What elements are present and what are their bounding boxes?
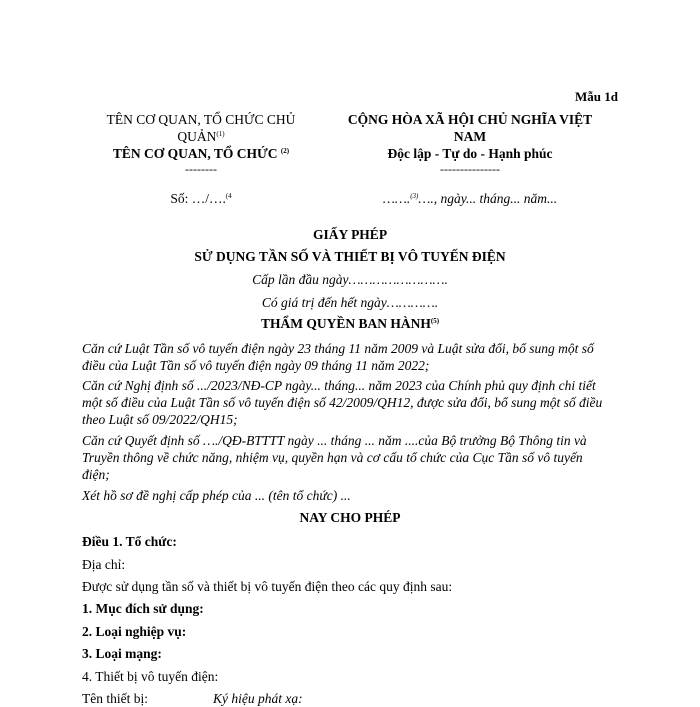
country-name-line2: NAM [453,129,487,144]
item-purpose: 1. Mục đích sử dụng: [82,601,204,616]
issued-first-date: Cấp lần đầu ngày……………………. [252,272,448,287]
article-1: Điều 1. Tổ chức: [82,534,177,549]
request-line: Xét hồ sơ đề nghị cấp phép của ... (tên tổ chức) ... [82,488,351,503]
document-number: Số: …/….$^{(4}$ [170,191,232,206]
legal-basis-decree: Căn cứ Nghị định số .../2023/NĐ-CP ngày... tháng... năm 2023 của Chính phủ quy định chi tiết một số điều của Luật Tần số vô tuyến điện số 42/2009/QH12, được sửa đổi, bổ sung một số điều theo Luật số 09/2022/QH15; [82,378,603,427]
device-row [82,690,622,707]
permit-heading: NAY CHO PHÉP [299,510,401,525]
place-date: …….$^{(3)}$…., ngày... tháng... năm... [382,191,558,206]
national-motto: Độc lập - Tự do - Hạnh phúc [387,146,553,161]
left-divider: -------- [185,162,217,176]
valid-until-date: Có giá trị đến hết ngày…………. [261,295,439,310]
permit-subtitle: SỬ DỤNG TẦN SỐ VÀ THIẾT BỊ VÔ TUYẾN ĐIỆN [194,249,506,264]
permit-title: GIẤY PHÉP [312,227,388,242]
issuing-authority: THẨM QUYỀN BAN HÀNH$^{(5)}$ [260,316,440,331]
header-right [340,111,600,207]
usage-line: Được sử dụng tần số và thiết bị vô tuyến điện theo các quy định sau: [82,579,453,594]
item-network-type: 3. Loại mạng: [82,646,162,661]
emission-symbol-label: Ký hiệu phát xạ: [212,691,303,706]
form-code: Mẫu 1d [575,89,618,104]
country-name-line1: CỘNG HÒA XÃ HỘI CHỦ NGHĨA VIỆT [347,112,593,127]
parent-agency-line2: QUẢN$^{(1)}$ [177,129,225,144]
right-divider: --------------- [440,162,500,176]
device-name-label: Tên thiết bị: [82,691,148,706]
address-label: Địa chỉ: [82,557,126,572]
item-radio-equipment: 4. Thiết bị vô tuyến điện: [82,669,219,684]
legal-basis-law: Căn cứ Luật Tần số vô tuyến điện ngày 23 tháng 11 năm 2009 và Luật sửa đổi, bổ sung một số điều của Luật Tần số vô tuyến điện ngày 09 tháng 11 năm 2022; [82,341,594,373]
item-service-type: 2. Loại nghiệp vụ: [82,624,187,639]
header-left [86,111,316,207]
legal-basis-decision: Căn cứ Quyết định số …./QĐ-BTTTT ngày ... tháng ... năm ....của Bộ trưởng Bộ Thông tin và Truyền thông về chức năng, nhiệm vụ, quyền hạn và cơ cấu tổ chức của Cục Tần số vô tuyến điện; [82,433,587,482]
parent-agency-line1: TÊN CƠ QUAN, TỔ CHỨC CHỦ [106,112,296,127]
agency-name: TÊN CƠ QUAN, TỔ CHỨC $^{(2)}$ [112,146,290,161]
